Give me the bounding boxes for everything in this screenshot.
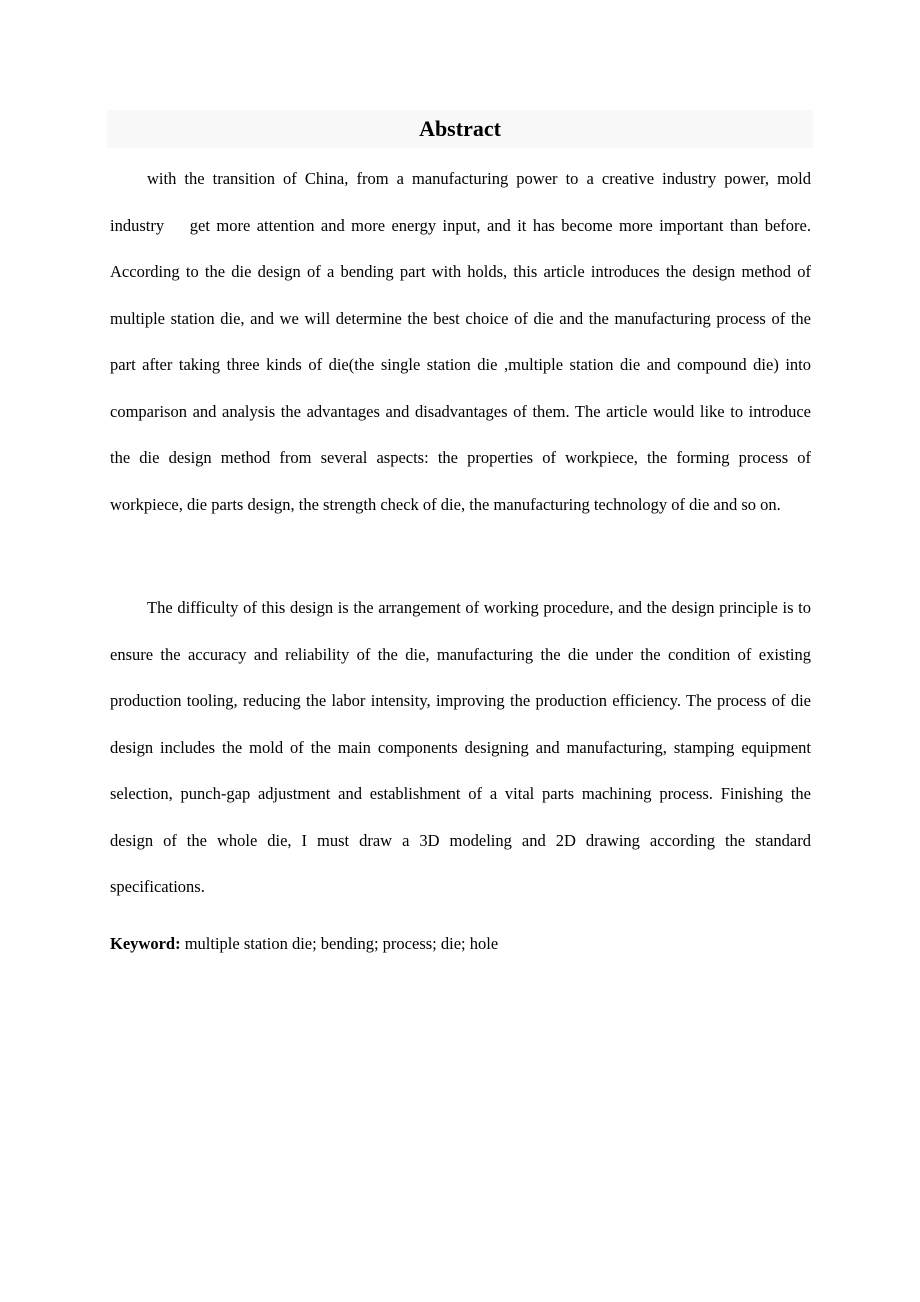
page-title: Abstract: [419, 116, 501, 141]
keywords-label: Keyword:: [110, 934, 181, 953]
abstract-paragraph-2: The difficulty of this design is the arrangement of working procedure, and the design principle is to ensure the accuracy and reliability of the die, manufacturing the die under the condition of existing production tooling, reducing the labor intensity, improving the production efficiency. The process of die design includes the mold of the main components designing and manufacturing, stamping equipment selection, punch-gap adjustment and establishment of a vital parts machining process. Finishing the design of the whole die, I must draw a 3D modeling and 2D drawing according the standard specifications.: [110, 598, 811, 896]
keywords-line: [110, 930, 811, 958]
title-band: [107, 110, 813, 148]
abstract-paragraph-1: with the transition of China, from a manufacturing power to a creative industry power, mold industry get more attention and more energy input, and it has become more important than before. According to the die design of a bending part with holds, this article introduces the design method of multiple station die, and we will determine the best choice of die and the manufacturing process of the part after taking three kinds of die(the single station die ,multiple station die and compound die) into comparison and analysis the advantages and disadvantages of them. The article would like to introduce the die design method from several aspects: the properties of workpiece, the forming process of workpiece, die parts design, the strength check of die, the manufacturing technology of die and so on.: [110, 169, 811, 514]
keywords-text: multiple station die; bending; process; die; hole: [180, 934, 499, 953]
